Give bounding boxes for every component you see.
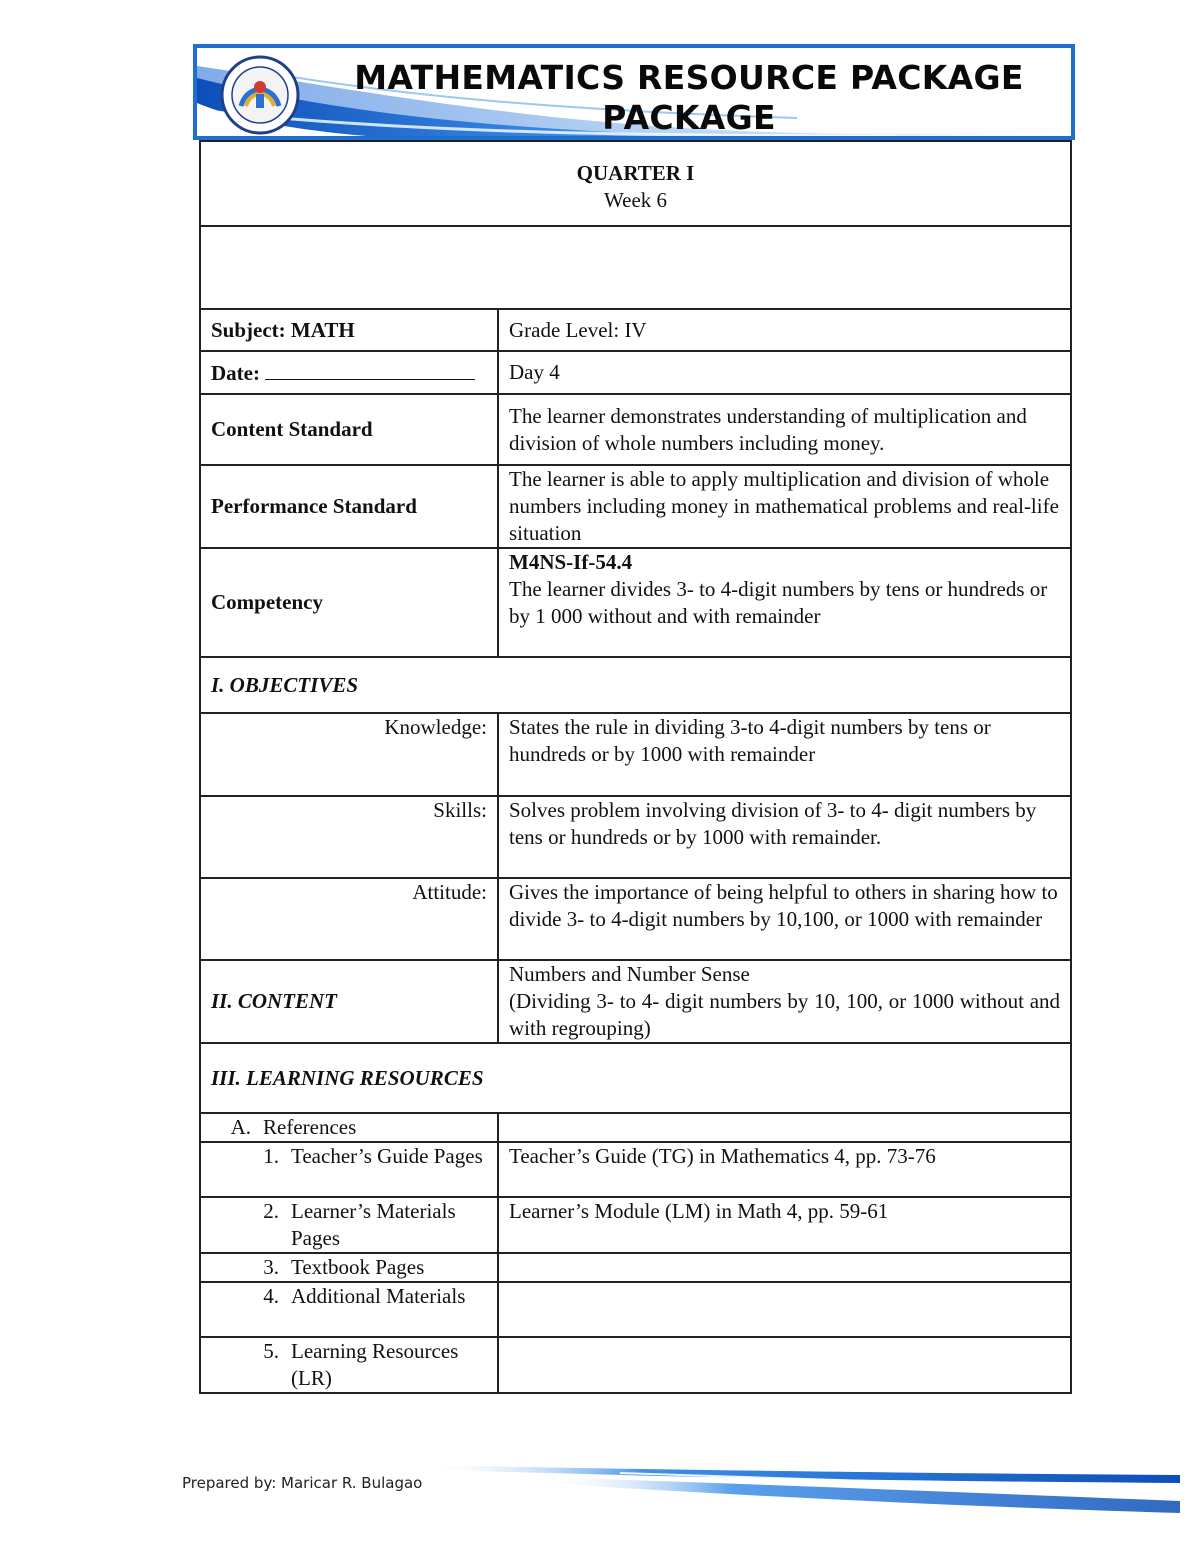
subject-row <box>200 309 1071 351</box>
content-standard-label: Content Standard <box>200 394 498 465</box>
content-cell <box>498 960 1071 1043</box>
quarter-row <box>200 141 1071 226</box>
resource-value <box>498 1253 1071 1282</box>
content-line1: Numbers and Number Sense <box>509 962 750 986</box>
resource-num: 4. <box>263 1284 279 1308</box>
resource-row <box>200 1337 1071 1393</box>
week-label: Week 6 <box>603 188 668 212</box>
resource-label: Learner’s Materials Pages <box>291 1199 456 1250</box>
performance-standard-text: The learner is able to apply multiplication and division of whole numbers including money in mathematical problems and real-life situation <box>498 465 1071 548</box>
header-banner <box>193 44 1075 140</box>
attitude-row <box>200 878 1071 960</box>
page-title: MATHEMATICS RESOURCE PACKAGE PACKAGE <box>354 58 1024 137</box>
attitude-text: Gives the importance of being helpful to others in sharing how to divide 3- to 4-digit numbers by 10,100, or 1000 with remainder <box>498 878 1071 960</box>
references-label: References <box>263 1115 357 1139</box>
resource-value: Learner’s Module (LM) in Math 4, pp. 59-61 <box>498 1197 1071 1253</box>
resource-value <box>498 1337 1071 1393</box>
content-heading: II. CONTENT <box>200 960 498 1043</box>
footer-swoosh-graphic <box>420 1455 1180 1515</box>
lesson-plan-table <box>199 140 1072 1394</box>
resources-heading: III. LEARNING RESOURCES <box>200 1043 1071 1113</box>
skills-label: Skills: <box>200 796 498 878</box>
resources-heading-row <box>200 1043 1071 1113</box>
competency-code: M4NS-If-54.4 <box>509 550 633 574</box>
date-label: Date: <box>211 360 260 385</box>
knowledge-row <box>200 713 1071 796</box>
references-cell <box>200 1113 498 1142</box>
resource-num: 5. <box>263 1339 279 1363</box>
resource-label: Additional Materials <box>291 1284 466 1308</box>
resource-row <box>200 1253 1071 1282</box>
performance-standard-row <box>200 465 1071 548</box>
content-row <box>200 960 1071 1043</box>
skills-text: Solves problem involving division of 3- to 4- digit numbers by tens or hundreds or by 1000 with remainder. <box>498 796 1071 878</box>
competency-label: Competency <box>200 548 498 657</box>
skills-row <box>200 796 1071 878</box>
resource-row <box>200 1282 1071 1337</box>
date-field[interactable] <box>265 359 475 380</box>
date-cell <box>200 351 498 394</box>
date-row <box>200 351 1071 394</box>
references-row <box>200 1113 1071 1142</box>
competency-text: The learner divides 3- to 4-digit numbers by tens or hundreds or by 1 000 without and with remainder <box>509 577 1048 628</box>
objectives-heading-row <box>200 657 1071 713</box>
resource-label: Teacher’s Guide Pages <box>291 1144 483 1168</box>
content-standard-text: The learner demonstrates understanding of multiplication and division of whole numbers including money. <box>498 394 1071 465</box>
performance-standard-label: Performance Standard <box>200 465 498 548</box>
references-value <box>498 1113 1071 1142</box>
prepared-by: Prepared by: Maricar R. Bulagao <box>182 1474 423 1492</box>
competency-row <box>200 548 1071 657</box>
knowledge-label: Knowledge: <box>200 713 498 796</box>
resource-row <box>200 1142 1071 1197</box>
objectives-heading: I. OBJECTIVES <box>200 657 1071 713</box>
references-num: A. <box>230 1115 251 1139</box>
blank-row <box>200 226 1071 309</box>
knowledge-text: States the rule in dividing 3-to 4-digit numbers by tens or hundreds or by 1000 with remainder <box>498 713 1071 796</box>
content-standard-row <box>200 394 1071 465</box>
quarter-title: QUARTER I <box>576 161 695 185</box>
content-line2: (Dividing 3- to 4- digit numbers by 10, 100, or 1000 without and with regrouping) <box>509 989 1061 1040</box>
resource-num: 1. <box>263 1144 279 1168</box>
grade-level: Grade Level: IV <box>498 309 1071 351</box>
resource-label: Textbook Pages <box>291 1255 425 1279</box>
deped-seal-icon <box>219 54 301 136</box>
resource-value: Teacher’s Guide (TG) in Mathematics 4, pp. 73-76 <box>498 1142 1071 1197</box>
resource-value <box>498 1282 1071 1337</box>
competency-cell <box>498 548 1071 657</box>
resource-num: 3. <box>263 1255 279 1279</box>
attitude-label: Attitude: <box>200 878 498 960</box>
day-label: Day 4 <box>498 351 1071 394</box>
subject-label: Subject: MATH <box>200 309 498 351</box>
resource-label: Learning Resources (LR) <box>291 1339 459 1390</box>
resource-num: 2. <box>263 1199 279 1223</box>
resource-row <box>200 1197 1071 1253</box>
